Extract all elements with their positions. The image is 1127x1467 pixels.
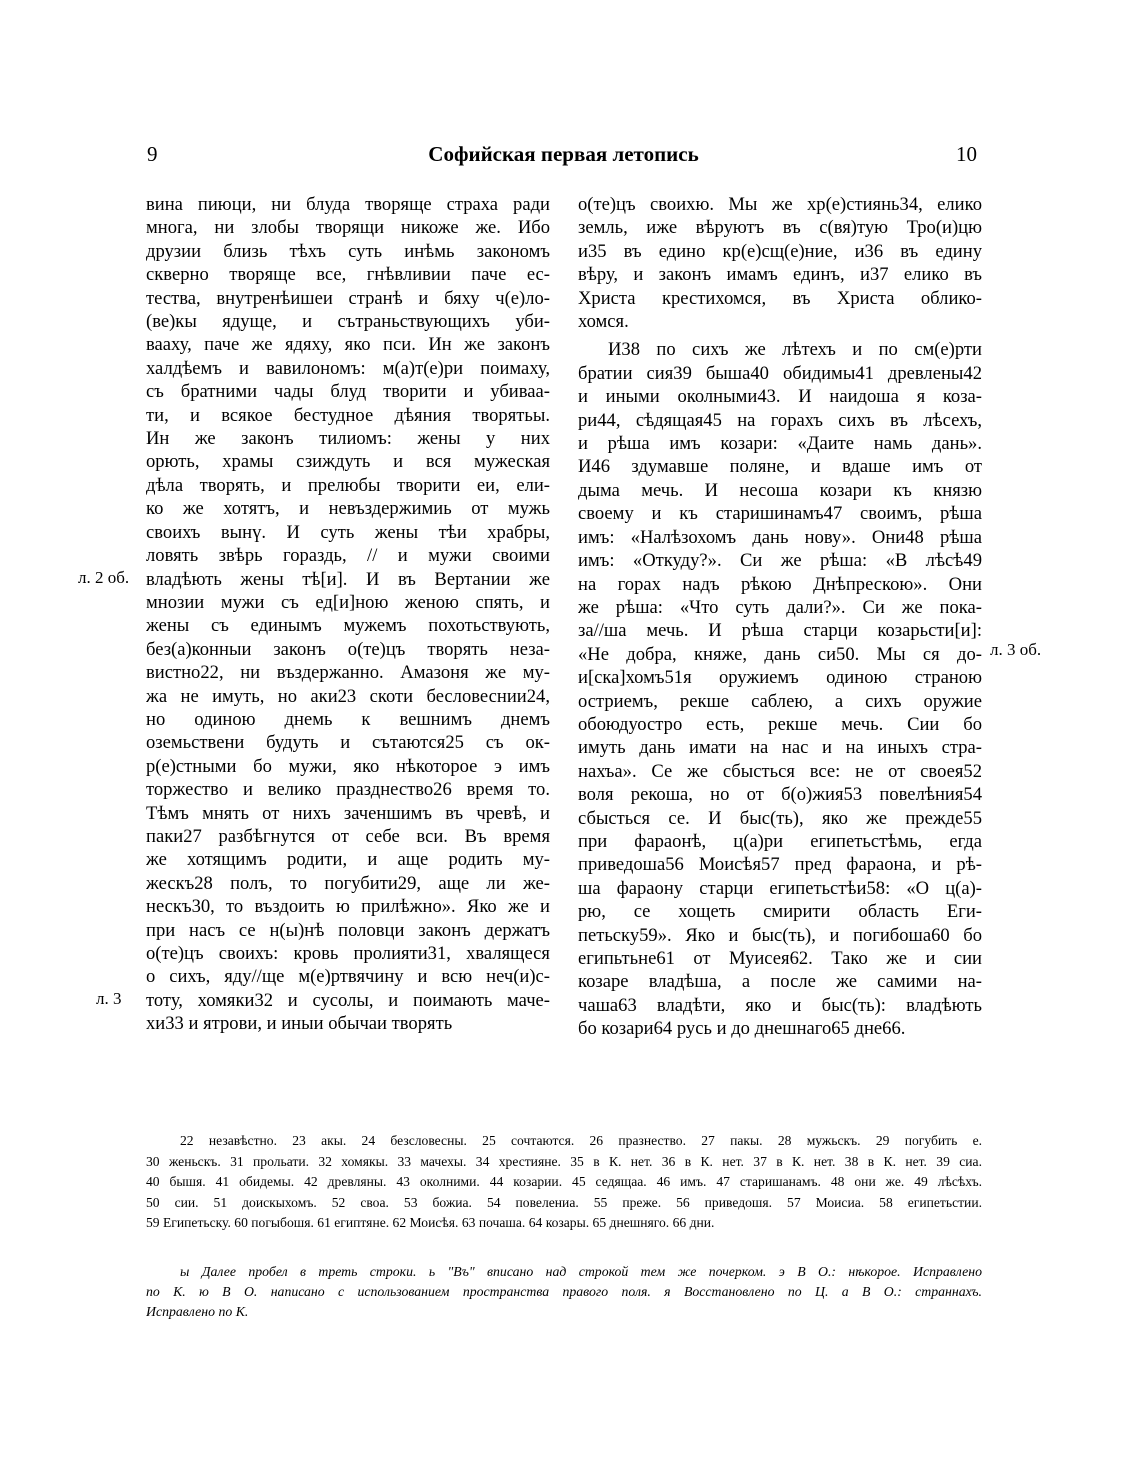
- text-line: же рѣша: «Что суть дали?». Си же пока-: [578, 596, 982, 618]
- text-line: вина пиюци, ни блуда творяще страха ради: [146, 194, 550, 215]
- text-line: египьтьне61 от Муисея62. Тако же и сии: [578, 948, 982, 969]
- text-line: вистно22, ни въздержанно. Амазоня же му-: [146, 662, 550, 684]
- text-line: же хотящимъ родити, и аще родить му-: [146, 849, 550, 871]
- text-line: воля рекоша, но от б(о)жия53 повелѣния54: [578, 784, 982, 806]
- footnotes-block: [146, 1131, 982, 1234]
- text-line: бо козари64 русь и до днешнаго65 дне66.: [578, 1018, 906, 1040]
- margin-note-folio: л. 2 об.: [78, 568, 130, 587]
- text-line: ри44, сѣдящая45 на горахъ сихъ въ лѣсехъ,: [578, 409, 982, 431]
- text-line: обоюдуостро есть, рекше мечь. Сии бо: [578, 713, 982, 735]
- text-line: мнозии мужи съ ед[и]ною женою спять, и: [146, 591, 550, 613]
- text-line: козаре владѣша, а после же самими на-: [578, 971, 982, 993]
- text-line: халдѣемъ и вавилономъ: м(а)т(е)ри поимаху,: [146, 357, 550, 379]
- text-line: И46 здумавше поляне, и вдаше имъ от: [578, 456, 982, 478]
- text-line: петьску59». Яко и быс(ть), и погибоша60 бо: [578, 924, 982, 946]
- margin-note-folio: л. 3: [96, 989, 122, 1008]
- text-line: чаша63 владѣти, яко и быс(ть): владѣють: [578, 994, 982, 1016]
- running-title: Софийская первая летопись: [428, 142, 699, 166]
- text-line: И38 по сихъ же лѣтехъ и по см(е)рти: [608, 339, 982, 361]
- text-line: скверно творяще все, гнѣвливии паче ес-: [146, 264, 550, 286]
- text-line: вѣру, и законъ имамъ единъ, и37 елико въ: [578, 264, 982, 286]
- text-line: владѣють жены тѣ[и]. И въ Вертании же: [146, 568, 550, 590]
- text-line: тества, внутренѣишеи странѣ и бяху ч(е)ло-: [146, 287, 550, 309]
- text-line: и иными околными43. И наидоша я коза-: [578, 386, 982, 408]
- text-line: нахъа». Се же сбысться все: не от своея52: [578, 760, 982, 782]
- text-line: на горах надъ рѣкою Днѣпрескою». Они: [578, 573, 982, 595]
- text-line: остриемъ, рекше саблею, а сихъ оружие: [578, 690, 982, 712]
- text-line: р(е)стными бо мужи, яко нѣкоторое э имъ: [146, 755, 550, 777]
- text-line: ша фараону старци египетьстѣи58: «О ц(а)-: [578, 877, 982, 899]
- apparatus-line: Исправлено по К.: [146, 1304, 249, 1320]
- text-line: хи33 и ятрови, и иныи обычаи творять: [146, 1013, 453, 1035]
- text-line: и[ска]хомъ51я оружиемъ одиною страною: [578, 667, 982, 689]
- text-line: паки27 разбѣгнутся от себе вси. Въ время: [146, 825, 550, 847]
- apparatus-line: ы Далее пробел в треть строки. ь "Въ" вписано над строкой тем же почерком. э В О.: нѣкорое. Исправлено: [180, 1264, 982, 1279]
- text-line: но одиною днемь к вешнимъ днемъ: [146, 708, 550, 730]
- text-line: торжество и велико празднество26 время то.: [146, 779, 550, 801]
- text-line: о(те)цъ своихъ: кровь пролияти31, хвалящеся: [146, 943, 550, 964]
- text-line: дыма мечь. И несоша козари къ князю: [578, 479, 982, 501]
- text-line: друзии близь тѣхъ суть инѣмь закономъ: [146, 240, 550, 262]
- text-line: и35 въ едино кр(е)сщ(е)ние, и36 въ едину: [578, 240, 982, 262]
- text-line: о сихъ, яду//ще м(е)ртвячину и всю неч(и)с-: [146, 966, 550, 988]
- text-line: нескъ30, то въздоить ю прилѣжно». Яко же и: [146, 896, 550, 918]
- text-line: сбысться се. И быс(ть), яко же прежде55: [578, 807, 982, 829]
- text-line: братии сия39 быша40 обидимы41 древлены42: [578, 362, 982, 384]
- text-column-right: [578, 193, 982, 1041]
- text-line: без(а)конныи законъ о(те)цъ творять неза-: [146, 638, 550, 660]
- footnote-line: 59 Египетьску. 60 погыбошя. 61 египтяне. 62 Моисѣя. 63 почаша. 64 козары. 65 днешняго. 66 дни.: [146, 1215, 715, 1231]
- text-line: ловять звѣрь гораздь, // и мужи своими: [146, 545, 550, 567]
- text-line: земль, иже вѣруютъ въ с(вя)тую Тро(и)цю: [578, 217, 982, 239]
- text-line: дѣла творять, и прелюбы творити еи, ели-: [146, 474, 550, 496]
- text-line: при насъ се н(ы)нѣ половци законъ держатъ: [146, 919, 550, 941]
- page-number-left: 9: [147, 142, 158, 166]
- text-line: тоту, хомяки32 и сусолы, и поимають мачe-: [146, 989, 550, 1011]
- footnote-line: 22 незавѣстно. 23 акы. 24 безсловесны. 25 сочтаются. 26 празнество. 27 пакы. 28 мужьскъ. 29 погубить е.: [180, 1133, 982, 1148]
- text-line: жа не имуть, но аки23 скоти бесловеснии24,: [146, 685, 550, 707]
- footnote-line: 50 сии. 51 доискыхомъ. 52 своа. 53 божиа. 54 повелениа. 55 преже. 56 приведошя. 57 Моисиа. 58 египетьстии.: [146, 1194, 982, 1210]
- text-line: жескъ28 полъ, то погубити29, аще ли же-: [146, 872, 550, 894]
- text-line: жены съ единымъ мужемъ похотьствують,: [146, 615, 550, 637]
- footnote-line: 30 женьскъ. 31 прольати. 32 хомякы. 33 мачехы. 34 хрестияне. 35 в К. нет. 36 в К. нет. 37 в К. нет. 38 в К. нет. 39 сиа.: [146, 1153, 982, 1169]
- text-line: своихъ вынү. И суть жены тѣи храбры,: [146, 521, 550, 543]
- text-line: Тѣмъ мнять от нихъ заченшимъ въ чревѣ, и: [146, 802, 550, 824]
- text-line: приведоша56 Моисѣя57 пред фараона, и рѣ-: [578, 854, 982, 876]
- text-line: имъ: «Налѣзохомъ дань нову». Они48 рѣша: [578, 526, 982, 548]
- text-column-left: [146, 193, 550, 1036]
- text-line: имуть дань имати на нас и на иныхъ стра-: [578, 737, 982, 759]
- text-line: при фараонѣ, ц(а)ри египетьстѣмь, егда: [578, 830, 982, 852]
- margin-note-folio: л. 3 об.: [990, 640, 1042, 659]
- text-line: Христа крестихомся, въ Христа облико-: [578, 287, 982, 309]
- text-line: ко же хотятъ, и невъздержимиь от мужь: [146, 498, 550, 520]
- page-number-right: 10: [956, 142, 977, 166]
- text-line: рю, се хощеть смирити область Еги-: [578, 901, 982, 923]
- text-line: хомся.: [578, 311, 629, 333]
- text-line: вааху, паче же ядяху, яко пси. Ин же законъ: [146, 334, 550, 356]
- text-line: орють, храмы сзиждуть и вся мужеская: [146, 451, 550, 473]
- apparatus-line: по К. ю В О. написано с использованием пространства правого поля. я Восстановлено по Ц. а В О.: страннахъ.: [146, 1284, 982, 1300]
- text-line: ти, и всякое бестудное дѣяния творятьы.: [146, 404, 550, 426]
- apparatus-notes-block: [146, 1262, 982, 1323]
- footnote-line: 40 бышя. 41 обидемы. 42 древляны. 43 околними. 44 козарии. 45 седящаа. 46 имъ. 47 старишанамъ. 48 они же. 49 лѣсѣхъ.: [146, 1174, 982, 1190]
- text-line: за//ша мечь. И рѣша старци козарьсти[и]:: [578, 620, 982, 642]
- text-line: многа, ни злобы творящи никоже же. Ибо: [146, 217, 550, 239]
- text-line: оземьствени будуть и сътаются25 съ ок-: [146, 732, 550, 754]
- text-line: о(те)цъ своихю. Мы же хр(е)стиянь34, елико: [578, 194, 982, 215]
- text-line: съ братними чады блуд творити и убиваа-: [146, 381, 550, 403]
- text-line: «Не добра, княже, дань си50. Мы ся до-: [578, 643, 982, 665]
- text-line: имъ: «Откуду?». Си же рѣша: «В лѣсѣ49: [578, 550, 982, 572]
- text-line: и рѣша имъ козари: «Даите намь дань».: [578, 433, 982, 455]
- text-line: своему и къ старишинамъ47 своимъ, рѣша: [578, 503, 982, 525]
- text-line: Ин же законъ тилиомъ: жены у них: [146, 428, 550, 450]
- text-line: (ве)кы ядуще, и сътраньствующихъ уби-: [146, 311, 550, 333]
